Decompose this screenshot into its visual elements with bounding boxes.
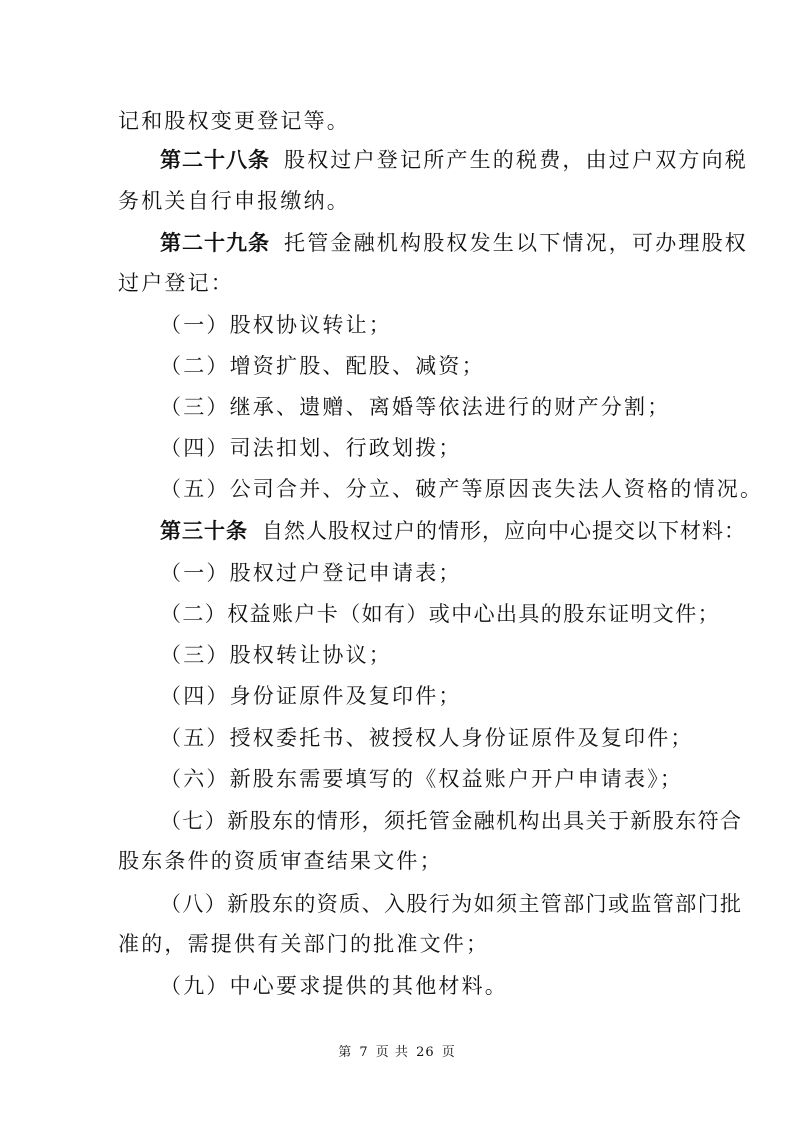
line-text: 自然人股权过户的情形，应向中心提交以下材料： <box>262 519 746 543</box>
article-number: 第三十条 <box>160 519 248 543</box>
line-text: （三）股权转让协议； <box>160 643 392 667</box>
line-text: （六）新股东需要填写的《权益账户开户申请表》； <box>160 767 684 791</box>
line-text: （四）身份证原件及复印件； <box>160 684 462 708</box>
list-item <box>0 351 794 381</box>
line-text: （一）股权协议转让； <box>160 313 392 337</box>
line-text: 股东条件的资质审查结果文件； <box>118 849 443 873</box>
article-number: 第二十九条 <box>160 231 270 255</box>
list-item <box>0 764 794 794</box>
line-text: 过户登记： <box>118 271 234 295</box>
line-text: 务机关自行申报缴纳。 <box>118 189 350 213</box>
list-item <box>0 681 794 711</box>
line-text: （二）权益账户卡（如有）或中心出具的股东证明文件； <box>160 602 720 626</box>
line-text: （一）股权过户登记申请表； <box>160 561 462 585</box>
list-item <box>0 723 794 753</box>
line-text: （三）继承、遗赠、离婚等依法进行的财产分割； <box>160 395 671 419</box>
article-line <box>0 516 794 546</box>
line-text: （八）新股东的资质、入股行为如须主管部门或监管部门批 <box>160 892 743 916</box>
line-text: （五）公司合并、分立、破产等原因丧失法人资格的情况。 <box>160 477 764 501</box>
paragraph-line <box>0 106 794 136</box>
paragraph-line <box>0 186 794 216</box>
list-item <box>0 640 794 670</box>
total-page-count: 26 <box>416 1045 435 1060</box>
line-text: （四）司法扣划、行政划拨； <box>160 436 462 460</box>
footer-suffix: 页 <box>441 1045 456 1060</box>
list-item <box>0 392 794 422</box>
list-item <box>0 310 794 340</box>
page-footer <box>0 1041 794 1060</box>
paragraph-line <box>0 929 794 959</box>
list-item <box>0 806 794 836</box>
line-text: （七）新股东的情形，须托管金融机构出具关于新股东符合 <box>160 809 743 833</box>
paragraph-line <box>0 846 794 876</box>
list-item <box>0 433 794 463</box>
list-item <box>0 889 794 919</box>
footer-prefix: 第 <box>338 1045 353 1060</box>
list-item <box>0 558 794 588</box>
article-number: 第二十八条 <box>160 148 270 172</box>
line-text: （五）授权委托书、被授权人身份证原件及复印件； <box>160 726 694 750</box>
line-text: （二）增资扩股、配股、减资； <box>160 354 485 378</box>
list-item <box>0 474 794 504</box>
line-text: 记和股权变更登记等。 <box>118 109 350 133</box>
paragraph-line <box>0 268 794 298</box>
list-item <box>0 599 794 629</box>
line-text: （九）中心要求提供的其他材料。 <box>160 974 508 998</box>
footer-mid: 页 共 <box>375 1045 409 1060</box>
line-text: 股权过户登记所产生的税费，由过户双方向税 <box>284 148 748 172</box>
line-text: 准的，需提供有关部门的批准文件； <box>118 932 490 956</box>
article-line <box>0 228 794 258</box>
list-item <box>0 971 794 1001</box>
current-page-number: 7 <box>359 1045 369 1060</box>
article-line <box>0 145 794 175</box>
line-text: 托管金融机构股权发生以下情况，可办理股权 <box>284 231 748 255</box>
